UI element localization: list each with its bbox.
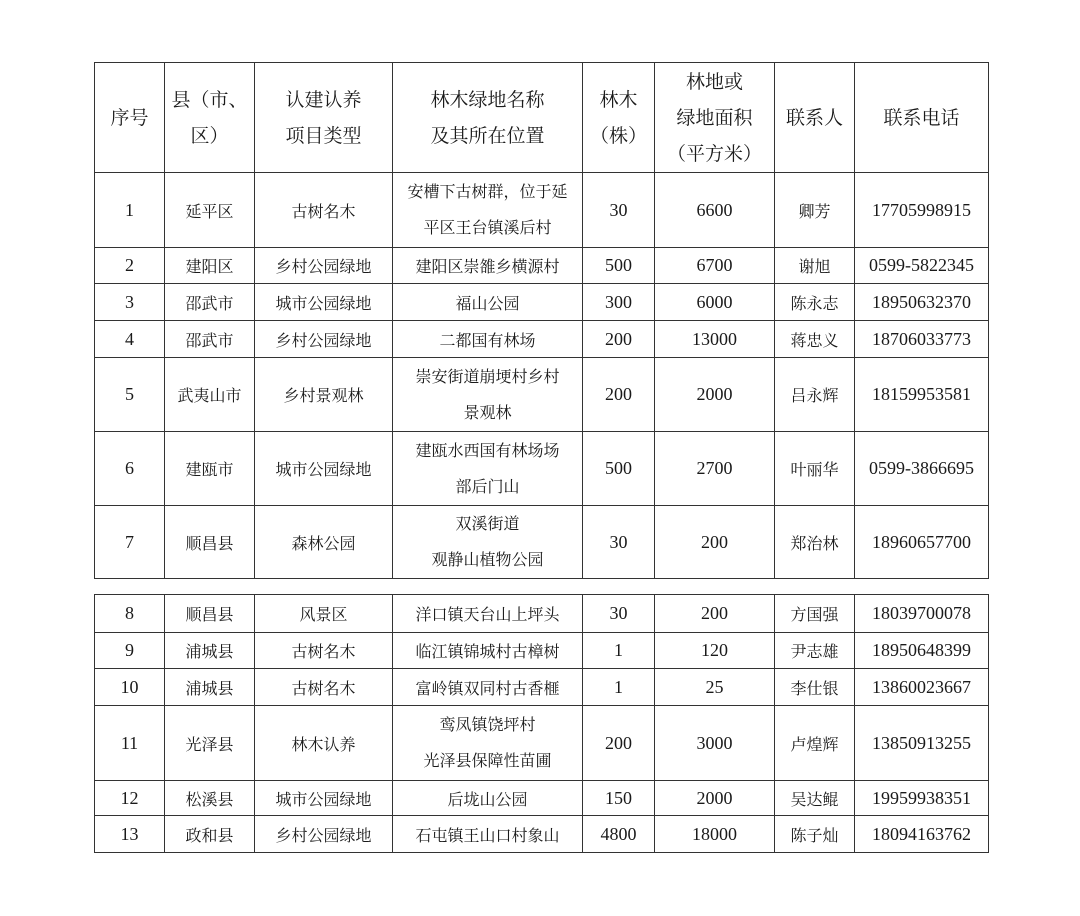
cell-name: 二都国有林场	[393, 321, 583, 358]
cell-contact: 谢旭	[775, 248, 855, 284]
cell-contact: 尹志雄	[775, 633, 855, 669]
cell-seq: 1	[95, 173, 165, 248]
cell-area: 6600	[655, 173, 775, 248]
header-type: 认建认养 项目类型	[255, 63, 393, 173]
cell-contact: 郑治林	[775, 506, 855, 579]
table-row	[95, 633, 989, 669]
table-row	[95, 706, 989, 781]
cell-phone: 18039700078	[855, 595, 989, 633]
cell-contact: 方国强	[775, 595, 855, 633]
cell-name: 崇安街道崩埂村乡村 景观林	[393, 358, 583, 432]
cell-seq: 12	[95, 781, 165, 816]
header-name: 林木绿地名称 及其所在位置	[393, 63, 583, 173]
cell-area: 6000	[655, 284, 775, 321]
cell-type: 乡村景观林	[255, 358, 393, 432]
cell-area: 13000	[655, 321, 775, 358]
cell-type: 乡村公园绿地	[255, 816, 393, 853]
header-row	[95, 63, 989, 173]
cell-contact: 李仕银	[775, 669, 855, 706]
cell-phone: 18950632370	[855, 284, 989, 321]
table-row	[95, 432, 989, 506]
cell-phone: 18159953581	[855, 358, 989, 432]
cell-name: 安槽下古树群，位于延 平区王台镇溪后村	[393, 173, 583, 248]
cell-seq: 13	[95, 816, 165, 853]
cell-name: 后垅山公园	[393, 781, 583, 816]
cell-type: 森林公园	[255, 506, 393, 579]
cell-phone: 13860023667	[855, 669, 989, 706]
cell-area: 200	[655, 506, 775, 579]
cell-county: 邵武市	[165, 284, 255, 321]
header-county: 县（市、 区）	[165, 63, 255, 173]
cell-contact: 蒋忠义	[775, 321, 855, 358]
cell-county: 建阳区	[165, 248, 255, 284]
cell-county: 浦城县	[165, 633, 255, 669]
cell-name: 富岭镇双同村古香榧	[393, 669, 583, 706]
cell-type: 城市公园绿地	[255, 284, 393, 321]
cell-trees: 300	[583, 284, 655, 321]
cell-trees: 4800	[583, 816, 655, 853]
table-part-1	[94, 62, 989, 579]
cell-contact: 陈永志	[775, 284, 855, 321]
table-row	[95, 321, 989, 358]
cell-contact: 陈子灿	[775, 816, 855, 853]
cell-seq: 3	[95, 284, 165, 321]
cell-county: 顺昌县	[165, 595, 255, 633]
cell-name: 建阳区崇雒乡横源村	[393, 248, 583, 284]
cell-seq: 5	[95, 358, 165, 432]
cell-type: 乡村公园绿地	[255, 248, 393, 284]
cell-area: 3000	[655, 706, 775, 781]
cell-area: 18000	[655, 816, 775, 853]
cell-county: 松溪县	[165, 781, 255, 816]
cell-trees: 150	[583, 781, 655, 816]
cell-trees: 30	[583, 506, 655, 579]
cell-type: 古树名木	[255, 669, 393, 706]
cell-area: 25	[655, 669, 775, 706]
cell-area: 2000	[655, 781, 775, 816]
cell-county: 光泽县	[165, 706, 255, 781]
cell-county: 邵武市	[165, 321, 255, 358]
cell-county: 顺昌县	[165, 506, 255, 579]
table-row	[95, 781, 989, 816]
cell-seq: 11	[95, 706, 165, 781]
cell-phone: 18960657700	[855, 506, 989, 579]
cell-name: 鸾凤镇饶坪村 光泽县保障性苗圃	[393, 706, 583, 781]
cell-trees: 30	[583, 173, 655, 248]
cell-trees: 1	[583, 669, 655, 706]
cell-trees: 200	[583, 706, 655, 781]
cell-area: 2000	[655, 358, 775, 432]
cell-name: 双溪街道 观静山植物公园	[393, 506, 583, 579]
cell-county: 政和县	[165, 816, 255, 853]
cell-type: 古树名木	[255, 633, 393, 669]
cell-phone: 13850913255	[855, 706, 989, 781]
cell-type: 古树名木	[255, 173, 393, 248]
table-row	[95, 284, 989, 321]
cell-seq: 9	[95, 633, 165, 669]
cell-type: 风景区	[255, 595, 393, 633]
header-trees: 林木 （株）	[583, 63, 655, 173]
cell-phone: 18706033773	[855, 321, 989, 358]
cell-type: 城市公园绿地	[255, 432, 393, 506]
cell-contact: 吕永辉	[775, 358, 855, 432]
cell-type: 林木认养	[255, 706, 393, 781]
cell-area: 2700	[655, 432, 775, 506]
cell-area: 200	[655, 595, 775, 633]
cell-county: 浦城县	[165, 669, 255, 706]
cell-trees: 500	[583, 432, 655, 506]
table-part-2	[94, 594, 989, 853]
cell-trees: 1	[583, 633, 655, 669]
table-row	[95, 595, 989, 633]
cell-seq: 2	[95, 248, 165, 284]
cell-trees: 500	[583, 248, 655, 284]
header-area: 林地或 绿地面积 （平方米）	[655, 63, 775, 173]
table-row	[95, 506, 989, 579]
cell-county: 建瓯市	[165, 432, 255, 506]
cell-name: 洋口镇天台山上坪头	[393, 595, 583, 633]
header-phone: 联系电话	[855, 63, 989, 173]
cell-type: 城市公园绿地	[255, 781, 393, 816]
cell-contact: 叶丽华	[775, 432, 855, 506]
cell-phone: 17705998915	[855, 173, 989, 248]
table-row	[95, 816, 989, 853]
table-row	[95, 173, 989, 248]
cell-phone: 0599-3866695	[855, 432, 989, 506]
cell-phone: 19959938351	[855, 781, 989, 816]
cell-phone: 0599-5822345	[855, 248, 989, 284]
cell-county: 延平区	[165, 173, 255, 248]
cell-county: 武夷山市	[165, 358, 255, 432]
cell-name: 建瓯水西国有林场场 部后门山	[393, 432, 583, 506]
cell-name: 福山公园	[393, 284, 583, 321]
table-row	[95, 358, 989, 432]
cell-type: 乡村公园绿地	[255, 321, 393, 358]
cell-phone: 18094163762	[855, 816, 989, 853]
cell-seq: 6	[95, 432, 165, 506]
header-contact: 联系人	[775, 63, 855, 173]
cell-name: 石屯镇王山口村象山	[393, 816, 583, 853]
table-row	[95, 248, 989, 284]
cell-area: 120	[655, 633, 775, 669]
cell-trees: 30	[583, 595, 655, 633]
cell-area: 6700	[655, 248, 775, 284]
cell-contact: 卿芳	[775, 173, 855, 248]
cell-phone: 18950648399	[855, 633, 989, 669]
table-row	[95, 669, 989, 706]
cell-name: 临江镇锦城村古樟树	[393, 633, 583, 669]
cell-seq: 10	[95, 669, 165, 706]
cell-seq: 8	[95, 595, 165, 633]
cell-contact: 吴达鲲	[775, 781, 855, 816]
cell-contact: 卢煌辉	[775, 706, 855, 781]
cell-trees: 200	[583, 358, 655, 432]
cell-seq: 7	[95, 506, 165, 579]
cell-trees: 200	[583, 321, 655, 358]
header-seq: 序号	[95, 63, 165, 173]
cell-seq: 4	[95, 321, 165, 358]
